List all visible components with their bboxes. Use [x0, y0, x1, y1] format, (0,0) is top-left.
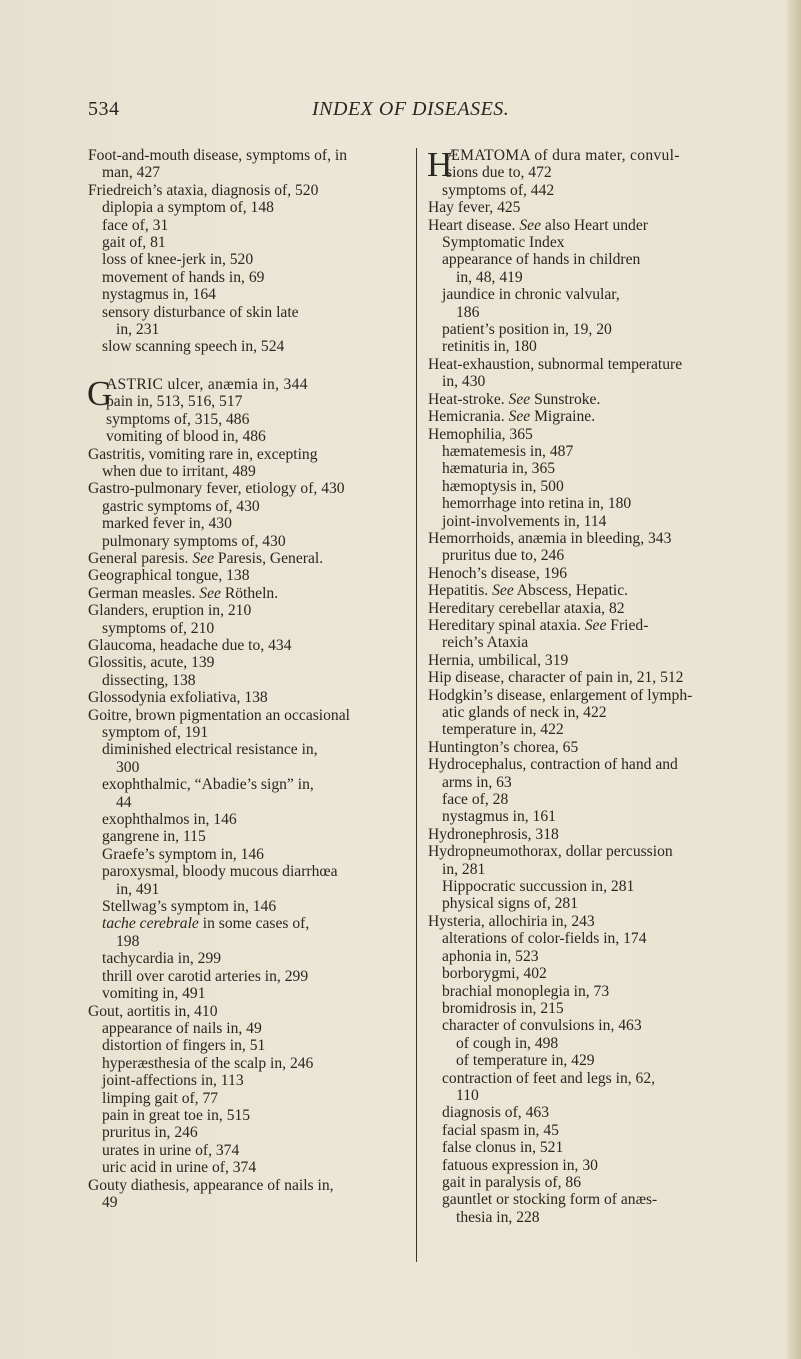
index-subentry: of cough in, 498	[456, 1034, 559, 1052]
page-edge	[787, 0, 801, 1359]
index-subentry: hyperæsthesia of the scalp in, 246	[102, 1054, 314, 1072]
index-entry: Hemicrania. See Migraine.	[428, 408, 596, 426]
index-subentry: vomiting of blood in, 486	[106, 428, 266, 446]
index-subentry: hemorrhage into retina in, 180	[442, 495, 632, 513]
index-entry: General paresis. See Paresis, General.	[88, 549, 324, 567]
index-entry: Hay fever, 425	[428, 199, 521, 217]
index-subentry: 49	[102, 1193, 118, 1211]
index-subentry: thesia in, 228	[456, 1208, 540, 1226]
index-subentry: loss of knee-jerk in, 520	[102, 251, 254, 269]
index-subentry: thrill over carotid arteries in, 299	[102, 967, 309, 985]
index-subentry: retinitis in, 180	[442, 338, 537, 356]
index-subentry: limping gait of, 77	[102, 1089, 219, 1107]
index-subentry: 300	[116, 758, 140, 776]
index-subentry: gauntlet or stocking form of anæs-	[442, 1191, 658, 1209]
index-subentry: gait of, 81	[102, 234, 166, 252]
index-entry: Hodgkin’s disease, enlargement of lymph-	[428, 686, 693, 704]
index-subentry: movement of hands in, 69	[102, 268, 265, 286]
index-entry: Hydrocephalus, contraction of hand and	[428, 756, 678, 774]
index-subentry: gangrene in, 115	[102, 828, 206, 846]
index-subentry: man, 427	[102, 164, 161, 182]
index-subentry: bromidrosis in, 215	[442, 999, 564, 1017]
index-subentry: reich’s Ataxia	[442, 634, 529, 652]
column-divider	[416, 148, 417, 1262]
index-subentry: 186	[456, 303, 480, 321]
index-subentry: fatuous expression in, 30	[442, 1156, 598, 1174]
index-entry: Gastritis, vomiting rare in, excepting	[88, 445, 318, 463]
index-column-right	[428, 147, 750, 1226]
index-subentry: dissecting, 138	[102, 671, 196, 689]
index-subentry: pain in, 513, 516, 517	[106, 393, 243, 411]
index-subentry: urates in urine of, 374	[102, 1141, 240, 1159]
index-subentry: vomiting in, 491	[102, 985, 206, 1003]
index-subentry: patient’s position in, 19, 20	[442, 321, 612, 339]
index-subentry: Stellwag’s symptom in, 146	[102, 898, 277, 916]
page-title: INDEX OF DISEASES.	[312, 98, 510, 120]
index-entry: Hydropneumothorax, dollar percussion	[428, 843, 673, 861]
index-subentry: brachial monoplegia in, 73	[442, 982, 610, 1000]
index-subentry: nystagmus in, 164	[102, 286, 216, 304]
index-subentry: arms in, 63	[442, 773, 512, 791]
index-subentry: 44	[116, 793, 132, 811]
index-subentry: 198	[116, 932, 140, 950]
index-subentry: Symptomatic Index	[442, 234, 565, 252]
index-subentry: diminished electrical resistance in,	[102, 741, 318, 759]
index-subentry: hæmoptysis in, 500	[442, 477, 564, 495]
index-subentry: symptoms of, 210	[102, 619, 215, 637]
index-subentry: exophthalmic, “Abadie’s sign” in,	[102, 776, 314, 794]
index-subentry: of temperature in, 429	[456, 1052, 595, 1070]
index-entry: Hydronephrosis, 318	[428, 825, 559, 843]
index-subentry: distortion of fingers in, 51	[102, 1037, 266, 1055]
index-subentry: hæmatemesis in, 487	[442, 442, 574, 460]
index-entry: German measles. See Rötheln.	[88, 584, 279, 602]
index-subentry: symptoms of, 442	[442, 181, 555, 199]
index-subentry: joint-involvements in, 114	[442, 512, 607, 530]
index-subentry: 110	[456, 1086, 479, 1104]
index-subentry: in, 48, 419	[456, 268, 523, 286]
index-entry-text: ASTRIC ulcer, anæmia in, 344	[106, 375, 308, 393]
index-entry: Hepatitis. See Abscess, Hepatic.	[428, 582, 629, 600]
index-subentry: physical signs of, 281	[442, 895, 579, 913]
index-subentry: diplopia a symptom of, 148	[102, 199, 274, 217]
index-subentry: pruritus in, 246	[102, 1124, 198, 1142]
index-subentry: gastric symptoms of, 430	[102, 497, 260, 515]
index-subentry: sions due to, 472	[446, 164, 552, 182]
index-subentry: pruritus due to, 246	[442, 547, 565, 565]
index-subentry: in, 231	[116, 321, 160, 339]
index-entry: Glaucoma, headache due to, 434	[88, 636, 292, 654]
index-subentry: uric acid in urine of, 374	[102, 1159, 257, 1177]
index-subentry: diagnosis of, 463	[442, 1104, 549, 1122]
index-subentry: temperature in, 422	[442, 721, 564, 739]
index-subentry: pain in great toe in, 515	[102, 1106, 251, 1124]
index-entry: Henoch’s disease, 196	[428, 564, 568, 582]
index-subentry: alterations of color-fields in, 174	[442, 930, 647, 948]
index-subentry: nystagmus in, 161	[442, 808, 556, 826]
index-entry: Friedreich’s ataxia, diagnosis of, 520	[88, 181, 319, 199]
index-subentry: in, 430	[442, 373, 486, 391]
index-subentry: marked fever in, 430	[102, 515, 232, 533]
index-subentry: character of convulsions in, 463	[442, 1017, 642, 1035]
section-gap	[88, 356, 408, 376]
index-subentry: aphonia in, 523	[442, 947, 539, 965]
index-subentry: tache cerebrale in some cases of,	[102, 915, 310, 933]
page-number: 534	[88, 98, 120, 120]
index-entry: Heart disease. See also Heart under	[428, 216, 648, 234]
index-subentry: atic glands of neck in, 422	[442, 704, 607, 721]
index-subentry: tachycardia in, 299	[102, 950, 222, 968]
index-subentry: joint-affections in, 113	[102, 1072, 244, 1090]
index-entry: Gastro-pulmonary fever, etiology of, 430	[88, 480, 345, 498]
index-subentry: gait in paralysis of, 86	[442, 1173, 582, 1191]
index-entry: Glossodynia exfoliativa, 138	[88, 689, 268, 707]
index-subentry: sensory disturbance of skin late	[102, 303, 299, 321]
drop-cap-letter: H	[427, 145, 453, 184]
index-entry: Heat-exhaustion, subnormal temperature	[428, 355, 683, 373]
index-subentry: symptoms of, 315, 486	[106, 410, 250, 428]
index-subentry: hæmaturia in, 365	[442, 460, 556, 478]
index-column-left	[88, 147, 408, 1211]
index-subentry: symptom of, 191	[102, 724, 209, 741]
index-subentry: borborygmi, 402	[442, 965, 547, 983]
index-subentry: contraction of feet and legs in, 62,	[442, 1069, 656, 1087]
index-entry: Hip disease, character of pain in, 21, 512	[428, 669, 684, 687]
index-subentry: pulmonary symptoms of, 430	[102, 532, 286, 550]
index-subentry: in, 491	[116, 880, 160, 898]
drop-cap-letter: G	[87, 373, 113, 413]
index-subentry: jaundice in chronic valvular,	[442, 286, 620, 304]
index-entry: Gouty diathesis, appearance of nails in,	[88, 1176, 334, 1194]
index-subentry: slow scanning speech in, 524	[102, 338, 285, 356]
index-subentry: appearance of nails in, 49	[102, 1019, 262, 1037]
index-entry: Glossitis, acute, 139	[88, 654, 215, 672]
index-entry: Hernia, umbilical, 319	[428, 651, 569, 669]
index-entry: Hemophilia, 365	[428, 425, 533, 443]
index-entry: Geographical tongue, 138	[88, 567, 250, 585]
index-entry: Huntington’s chorea, 65	[428, 738, 579, 756]
index-subentry: Hippocratic succussion in, 281	[442, 878, 635, 896]
index-subentry: Graefe’s symptom in, 146	[102, 845, 264, 863]
index-subentry: false clonus in, 521	[442, 1139, 564, 1157]
index-entry: Gout, aortitis in, 410	[88, 1002, 218, 1020]
index-entry: Hemorrhoids, anæmia in bleeding, 343	[428, 529, 672, 547]
index-subentry: paroxysmal, bloody mucous diarrhœa	[102, 863, 338, 881]
index-entry: Foot-and-mouth disease, symptoms of, in	[88, 147, 348, 164]
index-subentry: facial spasm in, 45	[442, 1121, 559, 1139]
index-subentry: exophthalmos in, 146	[102, 811, 237, 829]
index-subentry: in, 281	[442, 860, 486, 878]
index-entry-text: ÆMATOMA of dura mater, convul-	[446, 147, 680, 164]
index-entry: Hereditary cerebellar ataxia, 82	[428, 599, 625, 617]
index-subentry: face of, 28	[442, 791, 509, 809]
index-entry: Hysteria, allochiria in, 243	[428, 912, 595, 930]
index-subentry: face of, 31	[102, 216, 169, 234]
index-entry: Glanders, eruption in, 210	[88, 602, 252, 620]
index-subentry: when due to irritant, 489	[102, 462, 256, 480]
index-entry: Hereditary spinal ataxia. See Fried-	[428, 616, 649, 634]
index-entry: Goitre, brown pigmentation an occasional	[88, 706, 350, 724]
index-entry: Heat-stroke. See Sunstroke.	[428, 390, 601, 408]
index-subentry: appearance of hands in children	[442, 251, 641, 269]
